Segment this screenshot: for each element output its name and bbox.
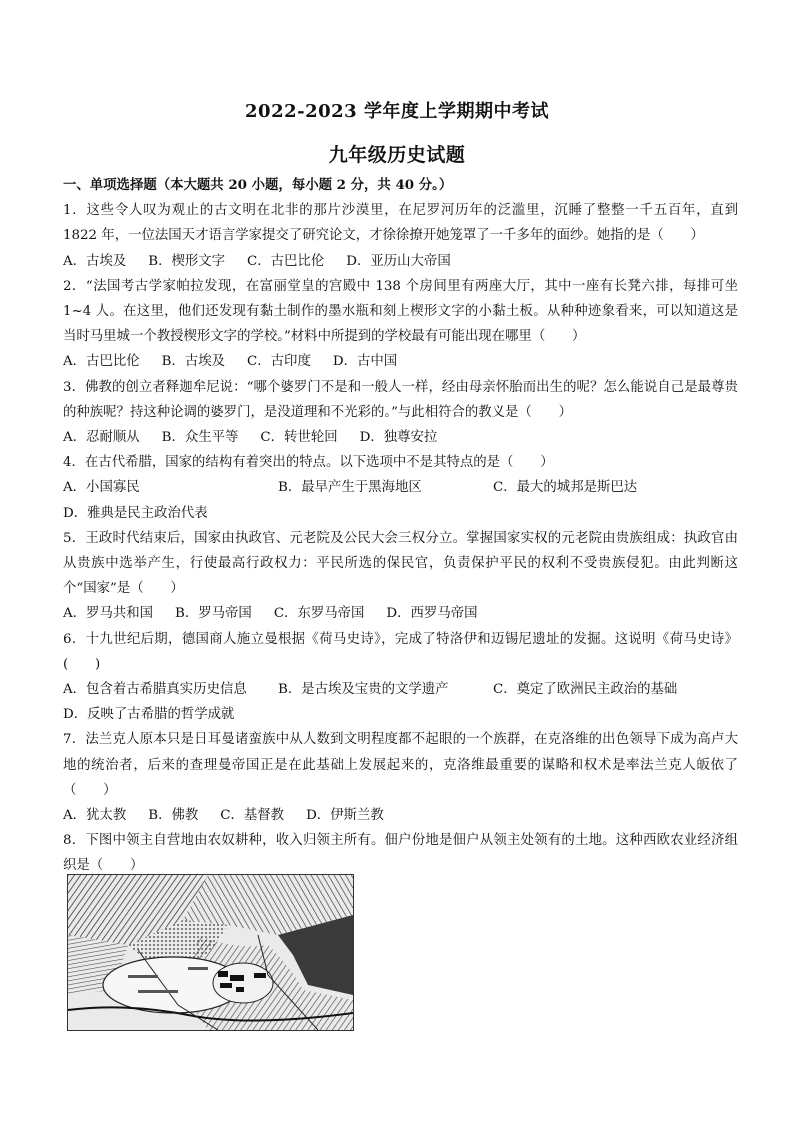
option-d: D．反映了古希腊的哲学成就 <box>63 707 235 723</box>
option-a: A．小国寡民 <box>63 480 140 496</box>
question-3-stem: 3．佛教的创立者释迦牟尼说：“哪个婆罗门不是和一般人一样，经由母亲怀胎而出生的呢？怎么能说自己是最尊贵的种族呢？持这种论调的婆罗门，是没道理和不光彩的。”与此相符合的教义是（ ） <box>63 379 738 420</box>
option-a: A．罗马共和国 <box>63 606 154 622</box>
option-d: D．独尊安拉 <box>359 430 438 446</box>
question-list <box>63 173 738 879</box>
option-a: A．忍耐顺从 <box>63 430 140 446</box>
question-3-options <box>63 425 738 450</box>
question-8-stem: 8．下图中领主自营地由农奴耕种，收入归领主所有。佃户份地是佃户从领主处领有的土地。这种西欧农业经济组织是（ ） <box>63 833 738 874</box>
manor-map-figure <box>67 874 354 1031</box>
question-7-options <box>63 803 738 828</box>
option-c: C．东罗马帝国 <box>273 606 365 622</box>
question-2-stem: 2．“法国考古学家帕拉发现，在富丽堂皇的宫殿中 138 个房间里有两座大厅，其中一座有长凳六排，每排可坐 1~4 人。在这里，他们还发现有黏土制作的墨水瓶和刻上楔形文字的小黏土板。从种种迹象看来，可以知道这是当时马里城一个教授楔形文字的学校。”材料中所提到的学校最有可能出现在哪里（ ） <box>63 278 738 345</box>
option-d: D．古中国 <box>332 354 398 370</box>
option-c: C．最大的城邦是斯巴达 <box>493 480 638 496</box>
option-b: B．众生平等 <box>161 430 239 446</box>
option-b: B．是古埃及宝贵的文学遗产 <box>278 682 449 698</box>
option-d: D．伊斯兰教 <box>306 808 384 824</box>
manor-map-drawing <box>68 875 353 1030</box>
section-heading: 一、单项选择题（本大题共 20 小题，每小题 2 分，共 40 分。） <box>63 177 453 193</box>
question-6-options <box>63 677 738 727</box>
question-4-stem: 4．在古代希腊，国家的结构有着突出的特点。以下选项中不是其特点的是（ ） <box>63 455 554 471</box>
option-a: A．古埃及 <box>63 253 127 269</box>
question-5-stem: 5．王政时代结束后，国家由执政官、元老院及公民大会三权分立。掌握国家实权的元老院由贵族组成：执政官由从贵族中选举产生，行使最高行政权力：平民所选的保民官，负责保护平民的权利不受贵族侵犯。由此判断这个“国家”是（ ） <box>63 530 738 597</box>
option-a: A．古巴比伦 <box>63 354 140 370</box>
option-c: C．转世轮回 <box>260 430 338 446</box>
option-d: D．西罗马帝国 <box>386 606 478 622</box>
question-5-options <box>63 601 738 626</box>
option-d: D．雅典是民主政治代表 <box>63 505 208 521</box>
question-7-stem: 7．法兰克人原本只是日耳曼诸蛮族中从人数到文明程度都不起眼的一个族群，在克洛维的出色领导下成为高卢大地的统治者，后来的查理曼帝国正是在此基础上发展起来的，克洛维最重要的谋略和权术是率法兰克人皈依了（ ） <box>63 732 738 798</box>
option-c: C．古印度 <box>247 354 311 370</box>
option-c: C．基督教 <box>220 808 285 824</box>
question-2-options <box>63 349 738 374</box>
option-a: A．犹太教 <box>63 808 127 824</box>
question-1-options <box>63 249 738 274</box>
question-1-stem: 1．这些令人叹为观止的古文明在北非的那片沙漠里，在尼罗河历年的泛滥里，沉睡了整整一千五百年，直到 1822 年，一位法国天才语言学家提交了研究论文，才徐徐撩开她笼罩了一千多年的面纱。她指的是（ ） <box>63 203 738 244</box>
question-4-options <box>63 475 738 525</box>
exam-subtitle: 九年级历史试题 <box>328 144 466 166</box>
option-b: B．楔形文字 <box>148 253 226 269</box>
option-a: A．包含着古希腊真实历史信息 <box>63 682 247 698</box>
option-b: B．罗马帝国 <box>175 606 252 622</box>
option-d: D．亚历山大帝国 <box>346 253 451 269</box>
option-c: C．古巴比伦 <box>247 253 325 269</box>
question-6-stem: 6．十九世纪后期，德国商人施立曼根据《荷马史诗》，完成了特洛伊和迈锡尼遗址的发掘。这说明《荷马史诗》( ) <box>63 631 738 672</box>
exam-title: 2022-2023 学年度上学期期中考试 <box>245 101 549 122</box>
option-b: B．最早产生于黑海地区 <box>278 480 422 496</box>
option-c: C．奠定了欧洲民主政治的基础 <box>493 682 678 698</box>
option-b: B．古埃及 <box>161 354 226 370</box>
option-b: B．佛教 <box>148 808 199 824</box>
